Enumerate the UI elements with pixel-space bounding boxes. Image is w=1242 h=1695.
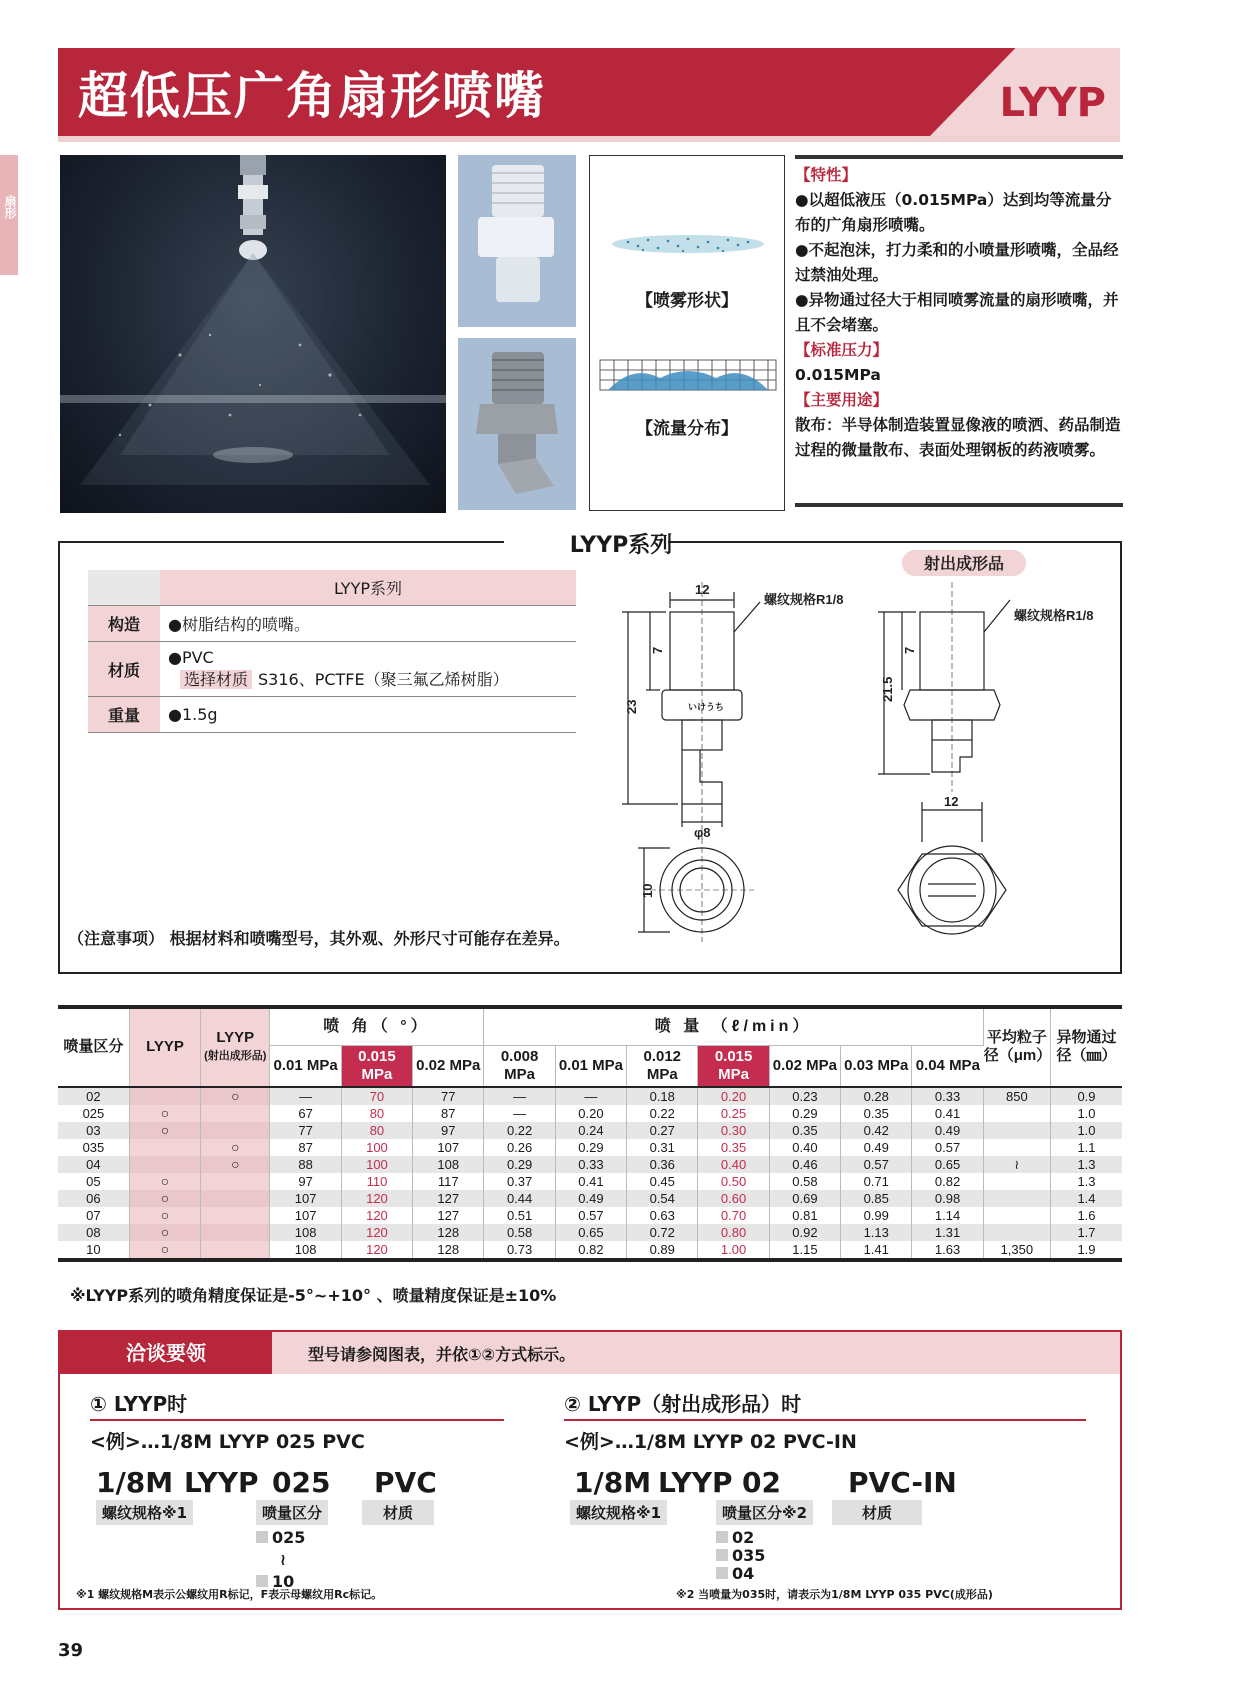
table-cell: 1.31 <box>912 1224 983 1241</box>
table-cell: 1.63 <box>912 1241 983 1260</box>
table-cell: 100 <box>341 1156 412 1173</box>
table-cell: 0.35 <box>769 1122 840 1139</box>
table-cell: 0.50 <box>698 1173 769 1190</box>
page-title: 超低压广角扇形喷嘴 <box>78 67 546 125</box>
table-cell: 1.00 <box>698 1241 769 1260</box>
table-cell <box>983 1105 1050 1122</box>
table-cell: 0.35 <box>698 1139 769 1156</box>
table-cell: 128 <box>413 1224 484 1241</box>
table-cell: 850 <box>983 1087 1050 1105</box>
table-cell: ≀ <box>983 1156 1050 1173</box>
table-cell: 127 <box>413 1207 484 1224</box>
table-cell: ○ <box>129 1207 200 1224</box>
table-row <box>58 1207 1122 1224</box>
table-cell: 0.41 <box>912 1105 983 1122</box>
svg-text:7: 7 <box>650 646 665 654</box>
nozzle-photo-gray <box>458 338 576 510</box>
table-cell: 1,350 <box>983 1241 1050 1260</box>
table-cell: 1.14 <box>912 1207 983 1224</box>
table-cell: 1.4 <box>1050 1190 1122 1207</box>
order-example-a: ① LYYP时 <例>…1/8M LYYP 025 PVC 1/8M LYYP 025 PVC 螺纹规格※1 喷量区分 材质 025 ≀ 10 <box>90 1388 504 1454</box>
spray-shape-label: 【喷雾形状】 <box>636 291 738 311</box>
table-cell: 0.35 <box>841 1105 912 1122</box>
order-box: 洽谈要领 型号请参阅图表，并依①②方式标示。 ① LYYP时 <例>…1/8M LYYP 025 PVC 1/8M LYYP 025 PVC 螺纹规格※1 喷量区分 材质 025 ≀ 10 ② LYYP（射出成形品）时 <例>…1/8M LYYP 02 PVC-IN 1/8M LYYP 02 PVC-IN 螺纹规格※1 喷量区分※2 材质 02 035 04 ※1 螺纹规格M表示公螺纹用R标记，F表示母螺纹用Rc标记。 ※2 当喷量为035时，请表示为1/8M LYYP 035 PVC(成形品) <box>58 1330 1122 1610</box>
table-cell: 0.44 <box>484 1190 555 1207</box>
table-cell: ○ <box>129 1241 200 1260</box>
col-pass: 异物通过径（㎜） <box>1050 1007 1122 1087</box>
table-cell: 0.60 <box>698 1190 769 1207</box>
footnote-2: ※2 当喷量为035时，请表示为1/8M LYYP 035 PVC(成形品) <box>676 1588 993 1601</box>
table-cell: 0.22 <box>627 1105 698 1122</box>
table-cell: ○ <box>129 1105 200 1122</box>
series-title: LYYP系列 <box>569 533 673 558</box>
table-cell: 0.24 <box>555 1122 626 1139</box>
svg-text:いけうち: いけうち <box>688 702 725 712</box>
table-cell: 10 <box>58 1241 129 1260</box>
table-cell: 117 <box>413 1173 484 1190</box>
table-cell: 87 <box>413 1105 484 1122</box>
spec-table: LYYP系列 构造 ●树脂结构的喷嘴。 材质 ●PVC 选择材质 S316、PCTFE（聚三氟乙烯树脂） 重量 ●1.5g <box>88 570 576 733</box>
table-cell: 0.65 <box>555 1224 626 1241</box>
table-cell: 0.73 <box>484 1241 555 1260</box>
table-cell: 0.46 <box>769 1156 840 1173</box>
table-cell: 0.81 <box>769 1207 840 1224</box>
svg-text:12: 12 <box>944 794 959 809</box>
svg-text:φ8: φ8 <box>694 825 711 840</box>
table-cell: 1.0 <box>1050 1122 1122 1139</box>
table-cell: 0.18 <box>627 1087 698 1105</box>
table-cell: 05 <box>58 1173 129 1190</box>
table-row <box>58 1241 1122 1260</box>
table-cell: 02 <box>58 1087 129 1105</box>
table-cell: 1.9 <box>1050 1241 1122 1260</box>
table-cell: 108 <box>270 1241 341 1260</box>
table-cell: 0.51 <box>484 1207 555 1224</box>
svg-text:21.5: 21.5 <box>880 676 895 702</box>
col-lyyp: LYYP <box>129 1007 200 1087</box>
table-cell: 0.25 <box>698 1105 769 1122</box>
table-cell: 108 <box>270 1224 341 1241</box>
page-header <box>58 48 1120 136</box>
table-cell <box>201 1122 270 1139</box>
table-cell: 0.57 <box>841 1156 912 1173</box>
table-cell: 87 <box>270 1139 341 1156</box>
table-cell: 80 <box>341 1105 412 1122</box>
table-row <box>58 1105 1122 1122</box>
svg-text:10: 10 <box>640 883 655 898</box>
table-cell: 97 <box>270 1173 341 1190</box>
table-cell: 120 <box>341 1224 412 1241</box>
table-cell: 0.45 <box>627 1173 698 1190</box>
features-panel: 【特性】 ●以超低液压（0.015MPa）达到均等流量分布的广角扇形喷嘴。 ●不起泡沫，打力柔和的小喷量形喷嘴，全品经过禁油处理。 ●异物通过径大于相同喷雾流量的扇形喷嘴，并且不会堵塞。 【标准压力】 0.015MPa 【主要用途】 散布：半导体制造装置显像液的喷洒、药品制造过程的微量散布、表面处理钢板的药液喷雾。 <box>795 155 1123 463</box>
table-cell: 0.33 <box>912 1087 983 1105</box>
dimension-drawing <box>600 542 1120 942</box>
table-cell: 0.33 <box>555 1156 626 1173</box>
table-cell: 1.41 <box>841 1241 912 1260</box>
table-cell: 0.29 <box>484 1156 555 1173</box>
table-cell: 0.98 <box>912 1190 983 1207</box>
table-cell: 0.57 <box>912 1139 983 1156</box>
table-cell: 0.49 <box>555 1190 626 1207</box>
table-cell: 107 <box>413 1139 484 1156</box>
table-cell <box>983 1224 1050 1241</box>
table-cell: 107 <box>270 1207 341 1224</box>
table-cell: 70 <box>341 1087 412 1105</box>
table-cell: 0.37 <box>484 1173 555 1190</box>
table-cell: 0.80 <box>698 1224 769 1241</box>
svg-text:射出成形品: 射出成形品 <box>923 556 1005 573</box>
table-cell: 1.15 <box>769 1241 840 1260</box>
side-tab: 扇形 <box>0 155 18 275</box>
svg-text:23: 23 <box>624 699 639 714</box>
table-cell: 0.49 <box>841 1139 912 1156</box>
table-cell: ○ <box>129 1190 200 1207</box>
table-cell: 88 <box>270 1156 341 1173</box>
series-note: （注意事项） 根据材料和喷嘴型号，其外观、外形尺寸可能存在差异。 <box>68 929 570 948</box>
table-cell: 06 <box>58 1190 129 1207</box>
table-cell: 0.27 <box>627 1122 698 1139</box>
series-box <box>58 542 1122 974</box>
col-flow: 喷 量 （ℓ/min） <box>484 1007 983 1045</box>
table-cell: 0.20 <box>698 1087 769 1105</box>
table-cell: 0.23 <box>769 1087 840 1105</box>
col-angle: 喷 角（ °） <box>270 1007 484 1045</box>
table-cell: 0.42 <box>841 1122 912 1139</box>
table-cell: 0.40 <box>698 1156 769 1173</box>
table-cell: 0.89 <box>627 1241 698 1260</box>
table-row <box>58 1224 1122 1241</box>
table-cell: 0.29 <box>769 1105 840 1122</box>
table-cell: 0.82 <box>912 1173 983 1190</box>
table-cell: 0.26 <box>484 1139 555 1156</box>
table-cell: 0.40 <box>769 1139 840 1156</box>
table-cell: 0.28 <box>841 1087 912 1105</box>
table-cell: 0.31 <box>627 1139 698 1156</box>
table-cell: 0.57 <box>555 1207 626 1224</box>
table-cell: ○ <box>129 1122 200 1139</box>
col-size: 平均粒子径（μm） <box>983 1007 1050 1087</box>
table-cell: 08 <box>58 1224 129 1241</box>
table-row <box>58 1156 1122 1173</box>
table-cell <box>201 1105 270 1122</box>
table-cell: 0.29 <box>555 1139 626 1156</box>
table-cell: 67 <box>270 1105 341 1122</box>
table-cell: 80 <box>341 1122 412 1139</box>
table-row <box>58 1173 1122 1190</box>
table-cell <box>201 1224 270 1241</box>
spec-data-table: 喷量区分 LYYP LYYP (射出成形品) 喷 角（ °） 喷 量 （ℓ/min） 平均粒子径（μm） 异物通过径（㎜） 0.01 MPa 0.015 MPa 0.02 MPa 0.008 MPa 0.01 MPa 0.012 MPa 0.015 MPa 0.02 MPa 0.03 MPa 0.04 MPa 02 ○ — 70 77 — — 0.18 0.20 0.23 0.28 0.33 850 0.9 025 ○ 67 80 87 — 0.20 0.22 0.25 0.29 0.35 0.41 1.0 03 ○ 77 80 97 0.22 0.24 0.27 0.30 0.35 0.42 0.49 1.0 035 ○ 87 100 107 0.26 0.29 0.31 0.35 0.40 0.49 0.57 1.1 04 ○ 88 100 108 0.29 0.33 0.36 0.40 0.46 0.57 0.65 ≀ 1.3 05 ○ 97 110 117 0.37 0.41 0.45 0.50 0.58 0.71 0.82 1.3 06 ○ 107 120 127 0.44 0.49 0.54 0.60 0.69 0.85 0.98 1.4 07 ○ 107 120 127 0.51 0.57 0.63 0.70 0.81 0.99 1.14 1.6 08 ○ 108 120 128 0.58 0.65 0.72 0.80 0.92 1.13 1.31 1.7 10 ○ 108 120 128 0.73 0.82 0.89 1.00 1.15 1.41 1.63 1,350 1.9 <box>58 1005 1122 1262</box>
table-cell <box>201 1241 270 1260</box>
page-number: 39 <box>58 1640 84 1661</box>
table-cell: 1.6 <box>1077 1207 1096 1223</box>
svg-text:7: 7 <box>902 646 917 654</box>
table-cell: 1.7 <box>1050 1224 1122 1241</box>
order-example-b: ② LYYP（射出成形品）时 <例>…1/8M LYYP 02 PVC-IN 1/8M LYYP 02 PVC-IN 螺纹规格※1 喷量区分※2 材质 02 035 04 <box>564 1388 1086 1454</box>
table-cell: 0.99 <box>841 1207 912 1224</box>
table-cell: 035 <box>58 1139 129 1156</box>
table-cell: 108 <box>413 1156 484 1173</box>
flow-distribution-label: 【流量分布】 <box>636 419 738 439</box>
table-cell: 0.72 <box>627 1224 698 1241</box>
table-cell: 0.58 <box>769 1173 840 1190</box>
table-cell: 0.69 <box>769 1190 840 1207</box>
table-cell: 0.63 <box>627 1207 698 1224</box>
table-cell: 107 <box>270 1190 341 1207</box>
table-cell: 0.9 <box>1050 1087 1122 1105</box>
table-cell: ○ <box>201 1139 270 1156</box>
table-row <box>58 1087 1122 1105</box>
table-cell: 128 <box>413 1241 484 1260</box>
table-cell <box>983 1190 1050 1207</box>
svg-text:12: 12 <box>695 582 710 597</box>
spray-pattern-box <box>589 155 785 511</box>
table-cell: 0.49 <box>912 1122 983 1139</box>
table-cell: 07 <box>58 1207 129 1224</box>
table-cell <box>201 1207 270 1224</box>
table-cell: 0.82 <box>555 1241 626 1260</box>
table-cell: 04 <box>58 1156 129 1173</box>
table-cell: 120 <box>341 1241 412 1260</box>
table-cell: ○ <box>129 1224 200 1241</box>
table-cell: 0.22 <box>484 1122 555 1139</box>
svg-text:螺纹规格R1/8: 螺纹规格R1/8 <box>1014 608 1094 623</box>
table-cell: ○ <box>201 1156 270 1173</box>
table-cell <box>201 1190 270 1207</box>
svg-text:螺纹规格R1/8: 螺纹规格R1/8 <box>764 592 844 607</box>
footnote-1: ※1 螺纹规格M表示公螺纹用R标记，F表示母螺纹用Rc标记。 <box>76 1588 383 1601</box>
table-cell: 1.13 <box>841 1224 912 1241</box>
table-cell: 100 <box>341 1139 412 1156</box>
table-cell: 0.85 <box>841 1190 912 1207</box>
table-cell: 0.36 <box>627 1156 698 1173</box>
table-cell: 0.71 <box>841 1173 912 1190</box>
table-cell <box>983 1173 1050 1190</box>
nozzle-photo-white <box>458 155 576 327</box>
table-cell: 0.41 <box>555 1173 626 1190</box>
order-tab: 洽谈要领 <box>60 1332 272 1374</box>
table-cell: 120 <box>341 1190 412 1207</box>
table-row <box>58 1122 1122 1139</box>
table-cell: 1.1 <box>1077 1139 1096 1155</box>
table-row <box>58 1139 1122 1156</box>
table-cell: — <box>270 1087 341 1105</box>
table-cell <box>129 1156 200 1173</box>
table-cell: 1.0 <box>1077 1105 1096 1121</box>
table-cell: 0.70 <box>698 1207 769 1224</box>
table-cell: 0.54 <box>627 1190 698 1207</box>
table-cell: 0.65 <box>912 1156 983 1173</box>
table-cell <box>129 1139 200 1156</box>
col-lyyp-molded: LYYP (射出成形品) <box>201 1007 270 1087</box>
table-cell: 0.20 <box>555 1105 626 1122</box>
table-cell: 03 <box>58 1122 129 1139</box>
table-cell <box>983 1122 1050 1139</box>
table-cell <box>201 1173 270 1190</box>
table-note: ※LYYP系列的喷角精度保证是-5°~+10° 、喷量精度保证是±10% <box>70 1286 557 1305</box>
table-row <box>58 1190 1122 1207</box>
table-cell: 120 <box>341 1207 412 1224</box>
table-cell: 0.92 <box>769 1224 840 1241</box>
table-cell: 77 <box>270 1122 341 1139</box>
table-cell: ○ <box>129 1173 200 1190</box>
table-cell: 77 <box>413 1087 484 1105</box>
table-cell: 1.3 <box>1050 1156 1122 1173</box>
table-cell <box>983 1139 1050 1156</box>
table-cell: — <box>484 1087 555 1105</box>
table-cell <box>983 1207 1050 1224</box>
product-code: LYYP <box>999 80 1106 126</box>
table-cell: 025 <box>58 1105 129 1122</box>
col-code: 喷量区分 <box>58 1007 129 1087</box>
table-cell: ○ <box>201 1087 270 1105</box>
spray-photo <box>60 155 446 513</box>
table-cell: 0.30 <box>698 1122 769 1139</box>
table-cell: 0.58 <box>484 1224 555 1241</box>
table-cell: — <box>555 1087 626 1105</box>
table-cell: 1.3 <box>1077 1173 1096 1189</box>
table-cell <box>129 1087 200 1105</box>
flow-distribution-icon <box>598 356 778 396</box>
table-cell: 97 <box>413 1122 484 1139</box>
table-cell: 110 <box>341 1173 412 1190</box>
table-cell: 127 <box>413 1190 484 1207</box>
table-cell: — <box>484 1105 555 1122</box>
